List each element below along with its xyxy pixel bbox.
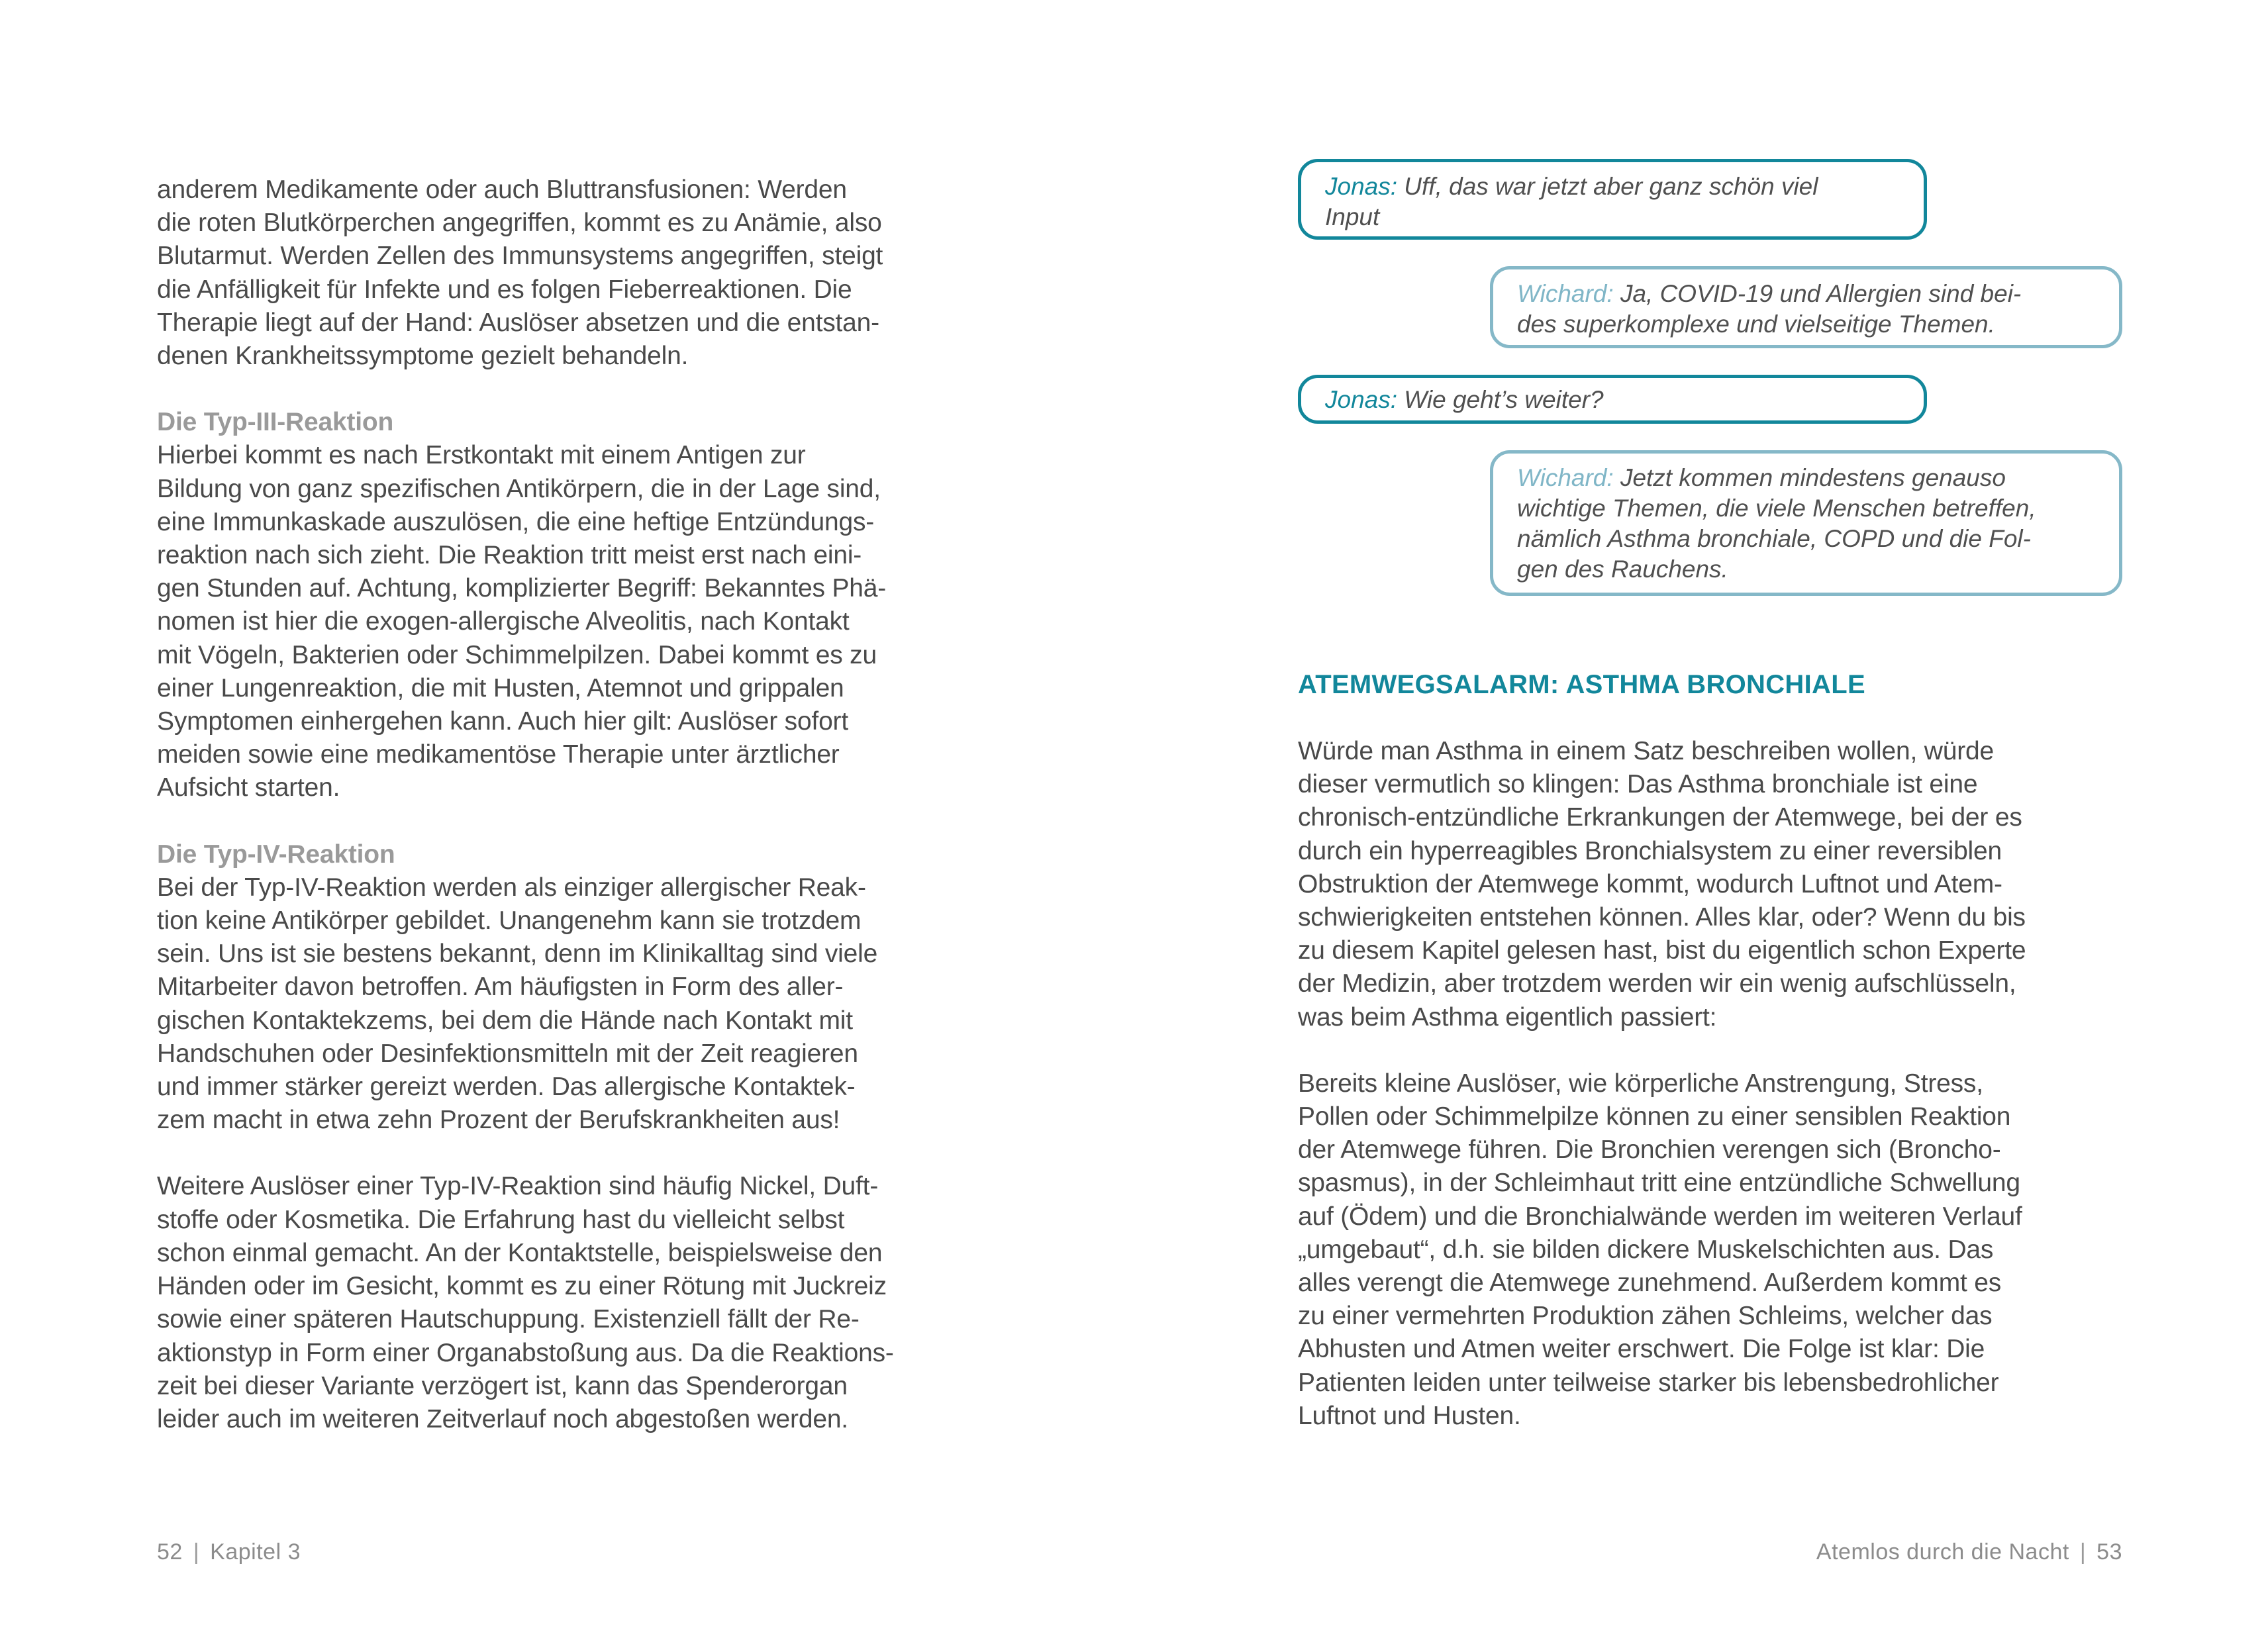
text-line: durch ein hyperreagibles Bronchialsystem zu einer reversiblen [1298,836,2002,865]
dialogue-text: des superkomplexe und vielseitige Themen. [1517,311,1995,338]
text-line: mit Vögeln, Bakterien oder Schimmelpilzen. Dabei kommt es zu [157,640,877,669]
text-line: Obstruktion der Atemwege kommt, wodurch Luftnot und Atem- [1298,869,2002,898]
speaker-label: Wichard: [1517,280,1614,307]
text-line: Hierbei kommt es nach Erstkontakt mit einem Antigen zur [157,441,806,470]
asthma-paragraph-2 [1298,1067,2126,1433]
text-line: und immer stärker gereizt werden. Das allergische Kontaktek- [157,1073,856,1102]
text-line: gen Stunden auf. Achtung, komplizierter Begriff: Bekanntes Phä- [157,574,887,603]
chapter-label: Kapitel 3 [210,1539,301,1565]
text-line: die roten Blutkörperchen angegriffen, kommt es zu Anämie, also [157,209,882,238]
text-line: nomen ist hier die exogen-allergische Alveolitis, nach Kontakt [157,607,850,636]
text-line: Weitere Auslöser einer Typ-IV-Reaktion sind häufig Nickel, Duft- [157,1172,879,1201]
footer-left [157,1539,301,1565]
text-line: sowie einer späteren Hautschuppung. Existenziell fällt der Re- [157,1305,860,1334]
text-line: was beim Asthma eigentlich passiert: [1298,1002,1717,1032]
text-line: dieser vermutlich so klingen: Das Asthma bronchiale ist eine [1298,770,1978,799]
text-line: spasmus), in der Schleimhaut tritt eine entzündliche Schwellung [1298,1169,2020,1198]
text-line: reaktion nach sich zieht. Die Reaktion tritt meist erst nach eini- [157,541,862,570]
text-line: anderem Medikamente oder auch Bluttransfusionen: Werden [157,175,847,204]
text-line: chronisch-entzündliche Erkrankungen der Atemwege, bei der es [1298,803,2022,832]
text-line: schon einmal gemacht. An der Kontaktstelle, beispielsweise den [157,1238,883,1267]
text-line: gischen Kontaktekzems, bei dem die Hände nach Kontakt mit [157,1006,853,1035]
speaker-label: Jonas: [1325,386,1398,413]
text-line: schwierigkeiten entstehen können. Alles klar, oder? Wenn du bis [1298,903,2026,932]
speaker-label: Jonas: [1325,173,1398,200]
text-line: zeit bei dieser Variante verzögert ist, kann das Spenderorgan [157,1371,848,1400]
dialogue-text: gen des Rauchens. [1517,555,1728,583]
dialogue-text: nämlich Asthma bronchiale, COPD und die Fol- [1517,525,2031,552]
text-line: zu einer vermehrten Produktion zähen Schleims, welcher das [1298,1302,1993,1331]
dialogue-text: wichtige Themen, die viele Menschen betreffen, [1517,495,2036,522]
text-line: Pollen oder Schimmelpilze können zu einer sensiblen Reaktion [1298,1102,2011,1132]
asthma-paragraph-1 [1298,735,2126,1034]
text-line: Luftnot und Husten. [1298,1401,1521,1430]
text-line: „umgebaut“, d.h. sie bilden dickere Muskelschichten aus. Das [1298,1235,1994,1264]
right-text-column [1298,735,2126,1433]
footer-separator: | [2079,1539,2087,1565]
dialogue-bubble-wichard [1490,266,2122,348]
dialogue-bubble-jonas [1298,159,1927,240]
typ3-paragraph [157,439,995,804]
text-line: Bereits kleine Auslöser, wie körperliche Anstrengung, Stress, [1298,1069,1983,1098]
typ4-paragraph [157,871,995,1137]
page-number: 53 [2096,1539,2122,1565]
footer-separator: | [193,1539,200,1565]
text-line: Bei der Typ-IV-Reaktion werden als einziger allergischer Reak- [157,873,866,902]
text-line: Mitarbeiter davon betroffen. Am häufigsten in Form des aller- [157,973,844,1002]
text-line: denen Krankheitssymptome gezielt behandeln. [157,342,689,371]
text-line: Blutarmut. Werden Zellen des Immunsystems angegriffen, steigt [157,242,883,271]
dialogue-text: Uff, das war jetzt aber ganz schön viel [1404,173,1818,200]
text-line: der Medizin, aber trotzdem werden wir ein wenig aufschlüsseln, [1298,969,2016,998]
text-line: sein. Uns ist sie bestens bekannt, denn im Klinikalltag sind viele [157,940,878,969]
text-line: Patienten leiden unter teilweise starker bis lebensbedrohlicher [1298,1368,1999,1397]
text-line: zu diesem Kapitel gelesen hast, bist du eigentlich schon Experte [1298,936,2026,965]
text-line: Bildung von ganz spezifischen Antikörpern, die in der Lage sind, [157,474,881,503]
dialogue-text: Wie geht’s weiter? [1404,386,1604,413]
speaker-label: Wichard: [1517,464,1614,491]
text-line: die Anfälligkeit für Infekte und es folgen Fieberreaktionen. Die [157,275,852,304]
text-line: tion keine Antikörper gebildet. Unangenehm kann sie trotzdem [157,906,862,936]
text-line: stoffe oder Kosmetika. Die Erfahrung hast du vielleicht selbst [157,1205,845,1234]
text-line: zem macht in etwa zehn Prozent der Berufskrankheiten aus! [157,1106,840,1135]
left-text-column [157,173,995,1436]
subheading-typ4: Die Typ-IV-Reaktion [157,840,395,869]
dialogue-text: Ja, COVID-19 und Allergien sind bei- [1620,280,2022,307]
typ4-paragraph-2 [157,1170,995,1436]
text-line: Handschuhen oder Desinfektionsmitteln mit der Zeit reagieren [157,1039,858,1068]
text-line: aktionstyp in Form einer Organabstoßung aus. Da die Reaktions- [157,1338,894,1367]
running-title: Atemlos durch die Nacht [1816,1539,2069,1565]
subheading-typ3: Die Typ-III-Reaktion [157,408,394,437]
text-line: Therapie liegt auf der Hand: Auslöser absetzen und die entstan- [157,308,879,337]
text-line: alles verengt die Atemwege zunehmend. Außerdem kommt es [1298,1269,2002,1298]
text-line: auf (Ödem) und die Bronchialwände werden im weiteren Verlauf [1298,1202,2022,1231]
dialogue-text: Input [1325,203,1380,230]
text-line: Abhusten und Atmen weiter erschwert. Die Folge ist klar: Die [1298,1335,1985,1364]
text-line: Händen oder im Gesicht, kommt es zu einer Rötung mit Juckreiz [157,1272,887,1301]
text-line: einer Lungenreaktion, die mit Husten, Atemnot und grippalen [157,673,844,702]
page-number: 52 [157,1539,183,1565]
dialogue-text: Jetzt kommen mindestens genauso [1620,464,2006,491]
footer-right [1816,1539,2122,1565]
text-line: Würde man Asthma in einem Satz beschreiben wollen, würde [1298,737,1994,765]
dialogue-bubble-wichard [1490,450,2122,596]
text-line: Symptomen einhergehen kann. Auch hier gilt: Auslöser sofort [157,707,848,736]
text-line: Aufsicht starten. [157,773,340,802]
text-line: der Atemwege führen. Die Bronchien verengen sich (Broncho- [1298,1135,2001,1165]
text-line: eine Immunkaskade auszulösen, die eine heftige Entzündungs- [157,507,875,536]
text-line: leider auch im weiteren Zeitverlauf noch abgestoßen werden. [157,1404,848,1433]
section-heading: ATEMWEGSALARM: ASTHMA BRONCHIALE [1298,670,1865,699]
intro-paragraph [157,173,995,373]
text-line: meiden sowie eine medikamentöse Therapie unter ärztlicher [157,740,840,769]
dialogue-bubble-jonas [1298,375,1927,424]
